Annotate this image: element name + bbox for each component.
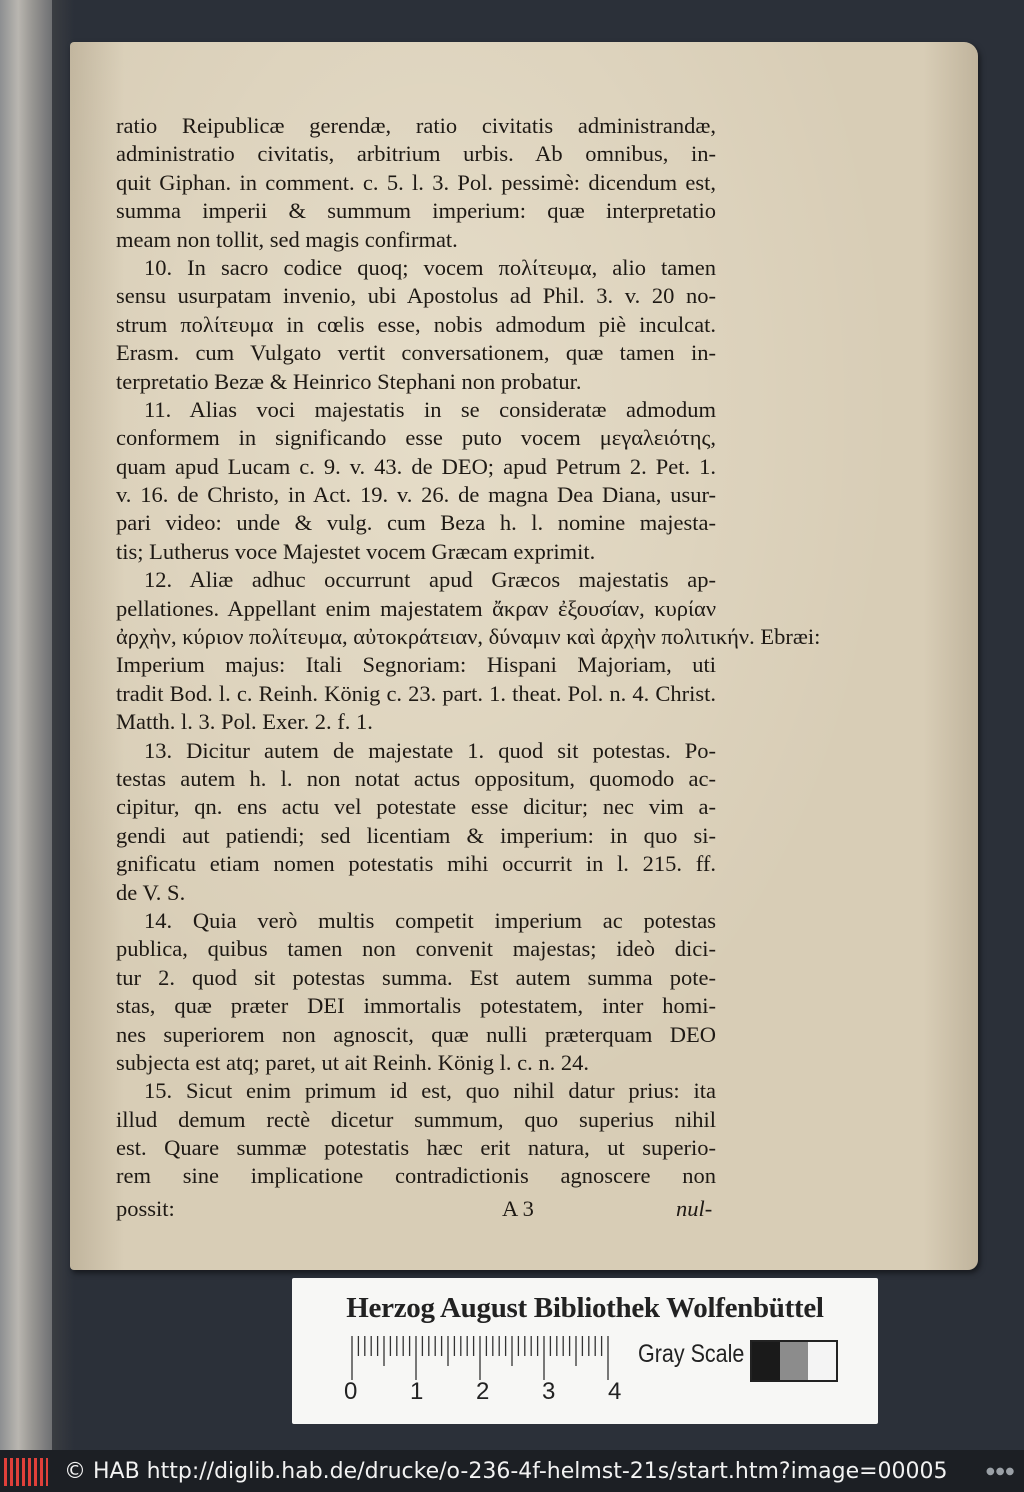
barcode-icon xyxy=(4,1458,48,1486)
status-bar xyxy=(0,1450,1024,1492)
text-line: terpretatio Bezæ & Heinrico Stephani non probatur. xyxy=(116,368,582,394)
gray-scale-label: Gray Scale xyxy=(638,1340,745,1368)
text-line: administratio civitatis, arbitrium urbis. Ab omnibus, in- xyxy=(116,141,716,167)
ruler-number: 2 xyxy=(476,1378,490,1405)
text-line: est. Quare summæ potestatis hæc erit natura, ut superio- xyxy=(116,1135,716,1161)
gray-swatch xyxy=(808,1342,836,1380)
text-line: v. 16. de Christo, in Act. 19. v. 26. de magna Dea Diana, usur- xyxy=(116,482,716,508)
ruler-numbers xyxy=(344,1378,644,1408)
text-line: rem sine implicatione contradictionis agnoscere non xyxy=(116,1163,716,1189)
text-line: strum πολίτευμα in cœlis esse, nobis admodum piè inculcat. xyxy=(116,311,716,337)
text-line: pellationes. Appellant enim majestatem ἄκραν ἐξουσίαν, κυρίαν xyxy=(116,595,716,621)
text-line: 11. Alias voci majestatis in se consideratæ admodum xyxy=(144,396,716,422)
gray-swatch xyxy=(780,1342,808,1380)
page-text-block xyxy=(116,112,821,1191)
text-line: sensu usurpatam invenio, ubi Apostolus ad Phil. 3. v. 20 no- xyxy=(116,283,716,309)
text-line: meam non tollit, sed magis confirmat. xyxy=(116,226,458,252)
text-line: publica, quibus tamen non convenit majestas; ideò dici- xyxy=(116,936,716,962)
gray-scale-swatches xyxy=(750,1340,838,1382)
ruler-number: 0 xyxy=(344,1378,358,1405)
text-line: gendi aut patiendi; sed licentiam & imperium: in quo si- xyxy=(116,822,716,848)
library-name: Herzog August Bibliothek Wolfenbüttel xyxy=(346,1292,824,1324)
text-line: Matth. l. 3. Pol. Exer. 2. f. 1. xyxy=(116,709,373,735)
gray-swatch xyxy=(752,1342,780,1380)
ruler-scale xyxy=(350,1334,612,1380)
text-line: ratio Reipublicæ gerendæ, ratio civitatis administrandæ, xyxy=(116,113,716,138)
source-url-text[interactable]: © HAB http://diglib.hab.de/drucke/o-236-4f-helmst-21s/start.htm?image=00005 xyxy=(64,1459,948,1484)
footer-word: possit: xyxy=(116,1196,175,1221)
text-line: 14. Quia verò multis competit imperium ac potestas xyxy=(144,907,716,933)
page-footer-line xyxy=(116,1196,716,1226)
ruler-number: 3 xyxy=(542,1378,556,1405)
text-line: 10. In sacro codice quoq; vocem πολίτευμα, alio tamen xyxy=(144,254,716,280)
text-line: Imperium majus: Itali Segnoriam: Hispani Majoriam, uti xyxy=(116,652,716,678)
text-line: de V. S. xyxy=(116,879,186,905)
text-line: gnificatu etiam nomen potestatis mihi occurrit in l. 215. ff. xyxy=(116,851,716,877)
text-line: nes superiorem non agnoscit, quæ nulli præterquam DEO xyxy=(116,1021,716,1047)
text-line: 13. Dicitur autem de majestate 1. quod sit potestas. Po- xyxy=(144,737,716,763)
text-line: subjecta est atq; paret, ut ait Reinh. König l. c. n. 24. xyxy=(116,1049,590,1075)
text-line: 15. Sicut enim primum id est, quo nihil datur prius: ita xyxy=(144,1078,716,1104)
color-scale-card xyxy=(292,1278,878,1424)
text-line: pari video: unde & vulg. cum Beza h. l. nomine majesta- xyxy=(116,510,716,536)
text-line: tradit Bod. l. c. Reinh. König c. 23. part. 1. theat. Pol. n. 4. Christ. xyxy=(116,680,716,706)
signature-mark: A 3 xyxy=(502,1196,534,1221)
book-binding-edge xyxy=(0,0,52,1450)
text-line: ἀρχὴν, κύριον πολίτευμα, αὐτοκράτειαν, δύναμιν καὶ ἀρχὴν πολιτικήν. Ebræi: xyxy=(116,624,821,650)
text-line: stas, quæ præter DEI immortalis potestatem, inter homi- xyxy=(116,993,716,1019)
text-line: Erasm. cum Vulgato vertit conversationem, quæ tamen in- xyxy=(116,340,716,366)
text-line: tur 2. quod sit potestas summa. Est autem summa pote- xyxy=(116,964,716,990)
text-line: cipitur, qn. ens actu vel potestate esse dicitur; nec vim a- xyxy=(116,794,716,820)
text-line: quit Giphan. in comment. c. 5. l. 3. Pol. pessimè: dicendum est, xyxy=(116,169,716,195)
text-line: quam apud Lucam c. 9. v. 43. de DEO; apud Petrum 2. Pet. 1. xyxy=(116,453,716,479)
text-line: illud demum rectè dicetur summum, quo superius nihil xyxy=(116,1106,716,1132)
more-icon[interactable]: ●●● xyxy=(986,1466,1016,1477)
text-line: summa imperii & summum imperium: quæ interpretatio xyxy=(116,198,716,224)
ruler-number: 1 xyxy=(410,1378,424,1405)
text-line: 12. Aliæ adhuc occurrunt apud Græcos majestatis ap- xyxy=(144,567,716,593)
ruler-number: 4 xyxy=(608,1378,622,1405)
catchword: nul- xyxy=(676,1196,713,1221)
text-line: testas autem h. l. non notat actus oppositum, quomodo ac- xyxy=(116,765,716,791)
text-line: conformem in significando esse puto vocem μεγαλειότης, xyxy=(116,425,716,451)
text-line: tis; Lutherus voce Majestet vocem Græcam exprimit. xyxy=(116,538,596,564)
